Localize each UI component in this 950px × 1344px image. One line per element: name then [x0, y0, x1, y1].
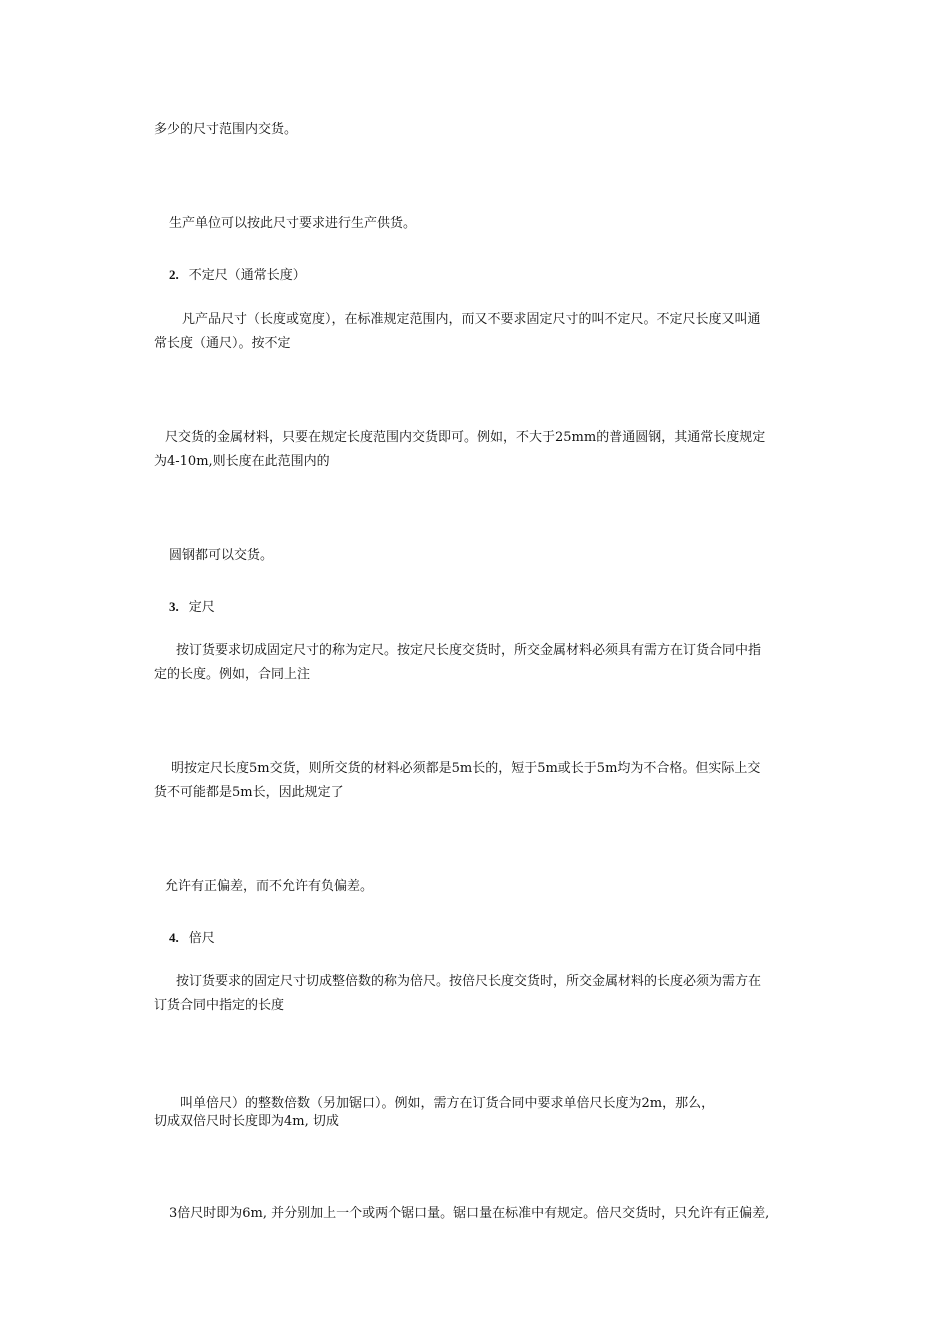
section-heading — [169, 927, 215, 950]
section-number: 3. — [169, 599, 179, 614]
text-line: 叫单倍尺）的整数倍数（另加锯口）。例如，需方在订货合同中要求单倍尺长度为2m，那么， — [180, 1096, 715, 1111]
text-line: 多少的尺寸范围内交货。 — [154, 122, 298, 137]
text-line: 定的长度。例如，合同上注 — [154, 667, 311, 682]
section-heading — [169, 264, 306, 287]
text-line: 货不可能都是5m长，因此规定了 — [154, 785, 344, 800]
text-line: 生产单位可以按此尺寸要求进行生产供货。 — [169, 216, 417, 231]
text-line: 切成双倍尺时长度即为4m, 切成 — [154, 1114, 339, 1129]
text-line: 按订货要求的固定尺寸切成整倍数的称为倍尺。按倍尺长度交货时，所交金属材料的长度必须为需方在 — [176, 974, 762, 989]
text-line: 订货合同中指定的长度 — [154, 998, 285, 1013]
text-line: 凡产品尺寸（长度或宽度），在标准规定范围内，而又不要求固定尺寸的叫不定尺。不定尺长度又叫通 — [182, 312, 761, 327]
text-line: 3倍尺时即为6m, 并分别加上一个或两个锯口量。锯口量在标准中有规定。倍尺交货时，只允许有正偏差, — [169, 1206, 770, 1221]
text-line: 明按定尺长度5m交货，则所交货的材料必须都是5m长的，短于5m或长于5m均为不合格。但实际上交 — [171, 761, 761, 776]
section-number: 4. — [169, 930, 179, 945]
section-number: 2. — [169, 267, 179, 282]
text-line: 按订货要求切成固定尺寸的称为定尺。按定尺长度交货时，所交金属材料必须具有需方在订货合同中指 — [176, 643, 762, 658]
text-line: 尺交货的金属材料，只要在规定长度范围内交货即可。例如，不大于25mm的普通圆钢，其通常长度规定 — [165, 430, 766, 445]
text-line: 常长度（通尺）。按不定 — [154, 336, 291, 351]
section-title: 定尺 — [188, 600, 215, 615]
section-title: 倍尺 — [188, 931, 215, 946]
section-heading — [169, 596, 215, 619]
text-line: 允许有正偏差，而不允许有负偏差。 — [165, 879, 374, 894]
text-line: 圆钢都可以交货。 — [169, 548, 274, 563]
section-title: 不定尺（通常长度） — [188, 268, 306, 283]
text-line: 为4-10m,则长度在此范围内的 — [154, 454, 330, 469]
